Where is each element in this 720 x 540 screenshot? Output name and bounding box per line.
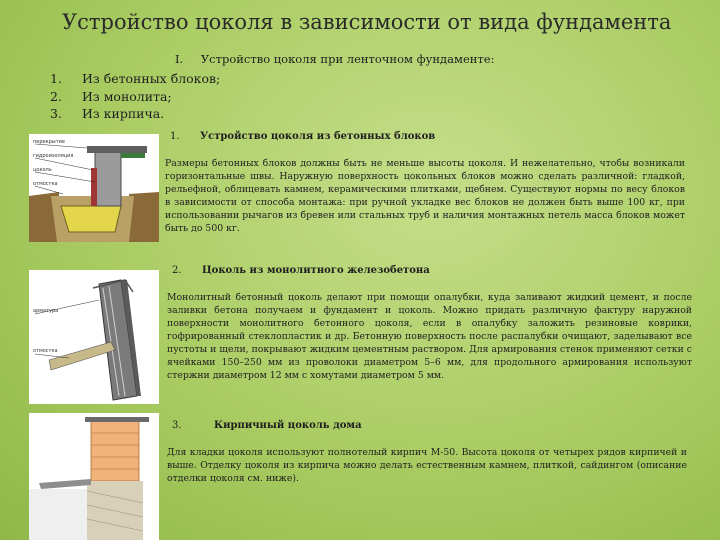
subsection-1-heading (170, 131, 435, 142)
diagram-label: арматура (33, 308, 59, 314)
subsection-heading-text: Кирпичный цоколь дома (214, 420, 362, 431)
section-number: I. (175, 52, 184, 66)
list-item (50, 70, 220, 88)
subsection-2-heading (172, 265, 430, 276)
subsection-heading-text: Устройство цоколя из бетонных блоков (200, 131, 436, 142)
list-item-number: 1. (50, 71, 62, 86)
brick-plinth-diagram (29, 413, 159, 540)
list-item (50, 105, 220, 123)
list-item-text: Из бетонных блоков; (82, 71, 221, 86)
list-item-number: 2. (50, 88, 62, 104)
subsection-2-text: Монолитный бетонный цоколь делают при помощи опалубки, куда заливают жидкий цемент, и после заливки бетона получаем и фундамент и цоколь. Можно придать различную фактуру наружной поверхности монолитного бетонного цоколя, если в опалубку заложить резиновые коврики, гофрированный стеклопластик и др. Бетонную поверхность после распалубки очищают, заделывают все пустоты и щели, покрывают жидким цементным раствором. Для армирования стенок применяют сетки с ячейками 150–250 мм из проволоки диаметром 5–6 мм, для продольного армирования используют стержни диаметром 12 мм с хомутами диаметром 5 мм. (167, 292, 692, 381)
list-item-number: 3. (50, 106, 62, 121)
subsection-3-text: Для кладки цоколя используют полнотелый кирпич М-50. Высота цоколя от четырех рядов кирпичей и выше. Отделку цоколя из кирпича можно делать естественным камнем, плиткой, сайдингом (описание отделки цоколя см. ниже). (167, 447, 687, 484)
list-item (50, 88, 220, 106)
block-plinth-diagram (29, 134, 159, 242)
list-item-text: Из монолита; (82, 88, 172, 104)
diagram-label: перекрытие (33, 139, 65, 145)
subsection-1-text: Размеры бетонных блоков должны быть не меньше высоты цоколя. И нежелательно, чтобы возникали горизонтальные швы. Наружную поверхность цокольных блоков можно сделать различной: гладкой, рельефной, облицевать камнем, керамическими плитками, щебнем. Существуют нормы по весу блоков в зависимости от способа монтажа: при ручной укладке вес блоков не должен быть выше 100 кг, при использовании рычагов из бревен или стальных труб и наличия монтажных петель масса блоков может быть до 500 кг. (165, 158, 685, 234)
diagram-label: цоколь (33, 167, 52, 173)
foundation-type-list (50, 70, 220, 123)
diagram-label: отмостка (33, 181, 58, 187)
monolithic-plinth-diagram (29, 270, 159, 404)
subsection-number: 2. (172, 265, 182, 276)
subsection-number: 1. (170, 131, 180, 142)
subsection-heading-text: Цоколь из монолитного железобетона (202, 265, 430, 276)
list-item-text: Из кирпича. (82, 106, 165, 121)
subsection-3-heading (172, 420, 362, 431)
diagram-label: отмостка (33, 348, 58, 354)
diagram-label: гидроизоляция (33, 153, 74, 159)
subsection-number: 3. (172, 420, 182, 431)
page-title: Устройство цоколя в зависимости от вида фундамента (62, 10, 672, 34)
section-heading-text: Устройство цоколя при ленточном фундаменте: (200, 52, 495, 66)
section-heading (175, 52, 494, 66)
